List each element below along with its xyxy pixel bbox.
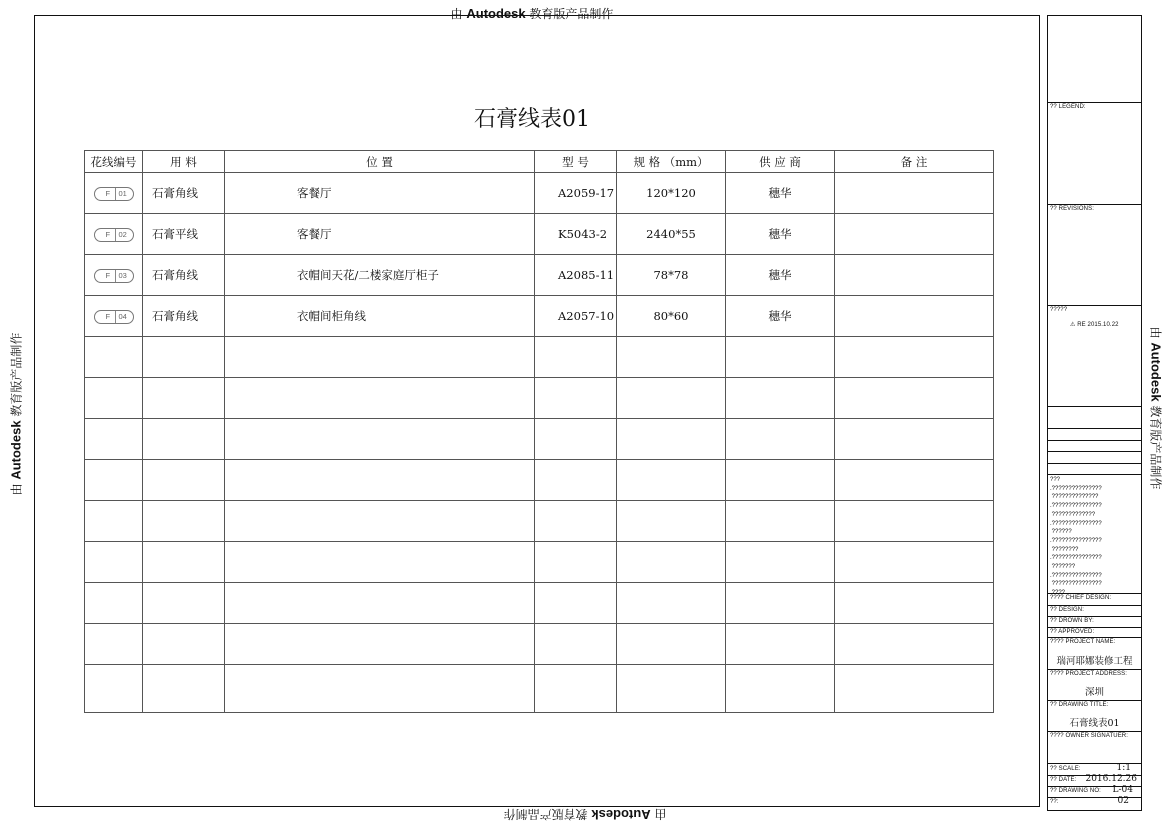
empty-cell bbox=[617, 542, 726, 583]
table-row-empty bbox=[85, 665, 994, 713]
project-name: 瑞河耶娜装修工程 bbox=[1056, 656, 1133, 667]
empty-cell bbox=[726, 419, 835, 460]
watermark-bottom bbox=[0, 806, 1170, 823]
empty-cell bbox=[835, 337, 994, 378]
project-name-label: ???? PROJECT NAME: bbox=[1050, 639, 1116, 645]
divider bbox=[1048, 616, 1141, 617]
empty-cell bbox=[835, 419, 994, 460]
empty-cell bbox=[225, 337, 535, 378]
code-divider bbox=[115, 270, 116, 282]
material-cell: 石膏角线 bbox=[143, 173, 225, 214]
empty-cell bbox=[726, 583, 835, 624]
header-material: 用 料 bbox=[143, 151, 225, 173]
divider bbox=[1048, 637, 1141, 638]
empty-cell bbox=[143, 624, 225, 665]
empty-cell bbox=[617, 378, 726, 419]
empty-cell bbox=[835, 583, 994, 624]
empty-cell bbox=[835, 542, 994, 583]
watermark-post: 教育版产品制作 bbox=[9, 332, 24, 421]
location-cell: 衣帽间柜角线 bbox=[225, 296, 535, 337]
chief-design-label: ???? CHIEF DESIGN: bbox=[1050, 595, 1112, 601]
empty-cell bbox=[225, 665, 535, 713]
empty-cell bbox=[535, 337, 617, 378]
table-row-empty bbox=[85, 378, 994, 419]
sheet-value: 02 bbox=[1117, 796, 1129, 806]
project-address: 深圳 bbox=[1084, 687, 1104, 698]
table-row bbox=[85, 173, 994, 214]
model-cell: A2057-10 bbox=[535, 296, 617, 337]
material-cell: 石膏角线 bbox=[143, 255, 225, 296]
table-row bbox=[85, 255, 994, 296]
empty-cell bbox=[225, 419, 535, 460]
empty-cell bbox=[726, 665, 835, 713]
empty-cell bbox=[535, 501, 617, 542]
code-letter: F bbox=[105, 229, 111, 239]
spec-cell: 120*120 bbox=[617, 173, 726, 214]
code-number: 04 bbox=[118, 311, 127, 321]
code-letter: F bbox=[105, 311, 111, 321]
empty-cell bbox=[617, 337, 726, 378]
table-row-empty bbox=[85, 419, 994, 460]
empty-cell bbox=[225, 460, 535, 501]
empty-cell bbox=[85, 460, 143, 501]
code-cell bbox=[85, 255, 143, 296]
material-cell: 石膏角线 bbox=[143, 296, 225, 337]
empty-cell bbox=[535, 419, 617, 460]
watermark-pre: 由 bbox=[9, 479, 24, 496]
drawing-title-value: 石膏线表01 bbox=[1069, 718, 1120, 729]
table-row-empty bbox=[85, 542, 994, 583]
empty-cell bbox=[85, 542, 143, 583]
project-address-label: ???? PROJECT ADDRESS: bbox=[1050, 671, 1128, 677]
code-number: 01 bbox=[118, 188, 127, 198]
empty-cell bbox=[143, 337, 225, 378]
code-cell bbox=[85, 296, 143, 337]
scale-value: 1:1 bbox=[1116, 763, 1131, 773]
note-cell bbox=[835, 214, 994, 255]
header-location: 位 置 bbox=[225, 151, 535, 173]
empty-cell bbox=[726, 501, 835, 542]
drawing-no-value: L-04 bbox=[1112, 785, 1133, 795]
empty-cell bbox=[617, 460, 726, 501]
approved-label: ?? APPROVED: bbox=[1050, 629, 1095, 635]
divider bbox=[1048, 451, 1141, 452]
empty-cell bbox=[225, 624, 535, 665]
owner-signature-label: ???? OWNER SIGNATUER: bbox=[1050, 733, 1129, 739]
title-block bbox=[1047, 15, 1142, 811]
empty-cell bbox=[726, 337, 835, 378]
molding-code-tag bbox=[94, 228, 134, 242]
watermark-brand: Autodesk bbox=[591, 807, 651, 822]
empty-cell bbox=[85, 624, 143, 665]
supplier-cell: 穗华 bbox=[726, 214, 835, 255]
empty-cell bbox=[726, 378, 835, 419]
watermark-post: 教育版产品制作 bbox=[503, 807, 592, 821]
divider bbox=[1048, 731, 1141, 732]
header-spec: 规 格 （mm） bbox=[617, 151, 726, 173]
watermark-pre: 由 bbox=[450, 7, 467, 21]
revision-label: ????? bbox=[1050, 307, 1068, 313]
empty-cell bbox=[85, 583, 143, 624]
location-cell: 衣帽间天花/二楼家庭厅柜子 bbox=[225, 255, 535, 296]
empty-cell bbox=[85, 337, 143, 378]
code-cell bbox=[85, 214, 143, 255]
watermark-brand: Autodesk bbox=[466, 6, 526, 21]
table-row bbox=[85, 214, 994, 255]
code-number: 02 bbox=[118, 229, 127, 239]
divider bbox=[1048, 700, 1141, 701]
empty-cell bbox=[617, 419, 726, 460]
note-cell bbox=[835, 173, 994, 214]
header-supplier: 供 应 商 bbox=[726, 151, 835, 173]
spec-cell: 2440*55 bbox=[617, 214, 726, 255]
divider bbox=[1048, 627, 1141, 628]
empty-cell bbox=[535, 665, 617, 713]
note-cell bbox=[835, 296, 994, 337]
watermark-pre: 由 bbox=[1148, 326, 1163, 343]
divider bbox=[1048, 474, 1141, 475]
spec-cell: 80*60 bbox=[617, 296, 726, 337]
drawing-title: 石膏线表01 bbox=[474, 107, 590, 132]
note-cell bbox=[835, 255, 994, 296]
code-divider bbox=[115, 188, 116, 200]
watermark-brand: Autodesk bbox=[8, 420, 24, 480]
watermark-brand: Autodesk bbox=[1148, 342, 1164, 402]
supplier-cell: 穗华 bbox=[726, 173, 835, 214]
code-cell bbox=[85, 173, 143, 214]
general-notes: ??? .??????????????? ?????????????? .??????????????? ????????????? .??????????????? ?????? .??????????????? ???????? .??????????????? ??????? .??????????????? ??????????????? ???? bbox=[1050, 477, 1102, 597]
divider bbox=[1048, 305, 1141, 306]
empty-cell bbox=[617, 583, 726, 624]
molding-code-tag bbox=[94, 269, 134, 283]
empty-cell bbox=[835, 665, 994, 713]
table-row-empty bbox=[85, 624, 994, 665]
empty-cell bbox=[143, 501, 225, 542]
empty-cell bbox=[535, 378, 617, 419]
table-row-empty bbox=[85, 460, 994, 501]
empty-cell bbox=[225, 501, 535, 542]
empty-cell bbox=[835, 624, 994, 665]
divider bbox=[1048, 102, 1141, 103]
divider bbox=[1048, 669, 1141, 670]
empty-cell bbox=[726, 542, 835, 583]
table-row-empty bbox=[85, 583, 994, 624]
divider bbox=[1048, 428, 1141, 429]
empty-cell bbox=[535, 583, 617, 624]
revision-entry: ⚠ RE 2015.10.22 bbox=[1070, 322, 1119, 328]
drawing-title-label: ?? DRAWING TITLE: bbox=[1050, 702, 1109, 708]
empty-cell bbox=[85, 665, 143, 713]
code-divider bbox=[115, 229, 116, 241]
table-row-empty bbox=[85, 337, 994, 378]
empty-cell bbox=[143, 419, 225, 460]
divider bbox=[1048, 406, 1141, 407]
divider bbox=[1048, 593, 1141, 594]
date-value: 2016.12.26 bbox=[1085, 774, 1137, 784]
location-cell: 客餐厅 bbox=[225, 214, 535, 255]
model-cell: A2059-17 bbox=[535, 173, 617, 214]
material-cell: 石膏平线 bbox=[143, 214, 225, 255]
watermark-pre: 由 bbox=[650, 807, 667, 821]
empty-cell bbox=[617, 501, 726, 542]
empty-cell bbox=[85, 419, 143, 460]
empty-cell bbox=[535, 460, 617, 501]
molding-code-tag bbox=[94, 187, 134, 201]
scale-label: ?? SCALE: bbox=[1050, 766, 1081, 772]
empty-cell bbox=[85, 501, 143, 542]
drown-by-label: ?? DROWN BY: bbox=[1050, 618, 1094, 624]
supplier-cell: 穗华 bbox=[726, 296, 835, 337]
empty-cell bbox=[617, 624, 726, 665]
divider bbox=[1048, 440, 1141, 441]
watermark-post: 教育版产品制作 bbox=[1148, 401, 1163, 490]
divider bbox=[1048, 204, 1141, 205]
spec-cell: 78*78 bbox=[617, 255, 726, 296]
watermark-right bbox=[1148, 326, 1165, 490]
empty-cell bbox=[835, 501, 994, 542]
location-cell: 客餐厅 bbox=[225, 173, 535, 214]
divider bbox=[1048, 463, 1141, 464]
empty-cell bbox=[143, 542, 225, 583]
empty-cell bbox=[225, 378, 535, 419]
legend-label: ?? LEGEND: bbox=[1050, 104, 1086, 110]
sheet-label: ??: bbox=[1050, 799, 1059, 805]
empty-cell bbox=[85, 378, 143, 419]
empty-cell bbox=[535, 624, 617, 665]
table-body bbox=[85, 173, 994, 713]
empty-cell bbox=[143, 460, 225, 501]
model-cell: A2085-11 bbox=[535, 255, 617, 296]
code-letter: F bbox=[105, 270, 111, 280]
header-note: 备 注 bbox=[835, 151, 994, 173]
empty-cell bbox=[835, 460, 994, 501]
empty-cell bbox=[225, 542, 535, 583]
empty-cell bbox=[225, 583, 535, 624]
code-number: 03 bbox=[118, 270, 127, 280]
header-model: 型 号 bbox=[535, 151, 617, 173]
design-label: ?? DESIGN: bbox=[1050, 607, 1085, 613]
molding-table bbox=[84, 150, 994, 713]
watermark-left bbox=[8, 332, 25, 496]
supplier-cell: 穗华 bbox=[726, 255, 835, 296]
model-cell: K5043-2 bbox=[535, 214, 617, 255]
empty-cell bbox=[726, 624, 835, 665]
table-row-empty bbox=[85, 501, 994, 542]
empty-cell bbox=[726, 460, 835, 501]
drawing-no-label: ?? DRAWING NO: bbox=[1050, 788, 1101, 794]
empty-cell bbox=[143, 378, 225, 419]
header-code: 花线编号 bbox=[85, 151, 143, 173]
divider bbox=[1048, 605, 1141, 606]
empty-cell bbox=[143, 583, 225, 624]
watermark-post: 教育版产品制作 bbox=[525, 7, 614, 21]
table-row bbox=[85, 296, 994, 337]
empty-cell bbox=[143, 665, 225, 713]
empty-cell bbox=[535, 542, 617, 583]
revisions-label: ?? REVISIONS: bbox=[1050, 206, 1094, 212]
empty-cell bbox=[617, 665, 726, 713]
molding-code-tag bbox=[94, 310, 134, 324]
date-label: ?? DATE: bbox=[1050, 777, 1077, 783]
code-divider bbox=[115, 311, 116, 323]
code-letter: F bbox=[105, 188, 111, 198]
empty-cell bbox=[835, 378, 994, 419]
table-header-row bbox=[85, 151, 994, 173]
